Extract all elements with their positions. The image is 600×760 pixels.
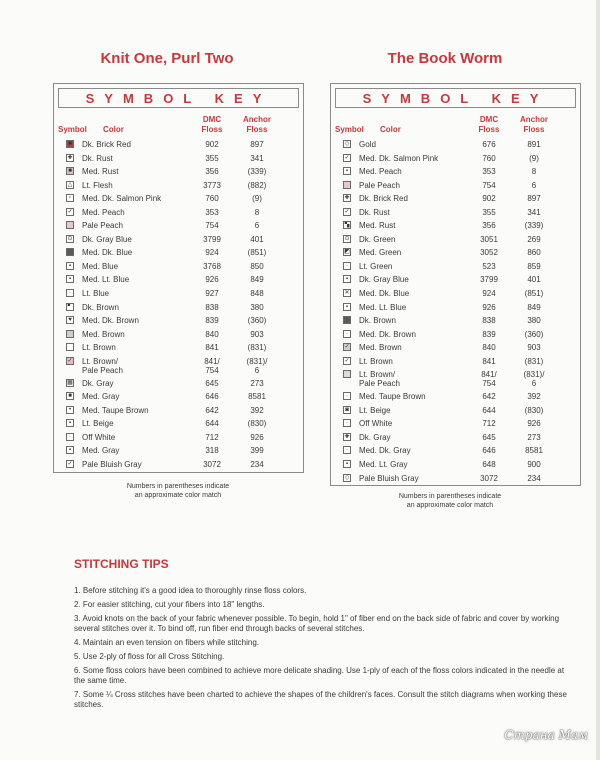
key-row [54, 404, 303, 418]
color-name: Lt. Flesh [82, 180, 113, 190]
anchor-number: (339) [247, 167, 267, 177]
anchor-number: 8 [531, 167, 537, 177]
color-name: Dk. Gray [82, 378, 114, 388]
color-name: Dk. Green [359, 234, 396, 244]
dmc-number: 3072 [203, 460, 221, 470]
anchor-number: (831) [524, 356, 544, 366]
key-row [331, 444, 580, 458]
color-name: Med. Gray [82, 446, 120, 456]
key-row [54, 444, 303, 458]
page-edge [596, 0, 600, 760]
dmc-number: 355 [205, 153, 219, 163]
dmc-column-header: DMC Floss [478, 115, 500, 134]
dmc-number: 839 [205, 316, 219, 326]
stitch-symbol-icon: ▪ [66, 275, 74, 283]
dmc-column-header: DMC Floss [201, 115, 223, 134]
color-name: Med. Rust [82, 167, 119, 177]
stitch-symbol-icon: · [66, 433, 74, 441]
key-row [54, 260, 303, 274]
dmc-number: 754 [205, 221, 219, 231]
key-row [331, 152, 580, 166]
dmc-number: 924 [205, 248, 219, 258]
key-row [331, 287, 580, 301]
color-name: Med. Lt. Blue [359, 302, 407, 312]
dmc-number: 318 [205, 446, 219, 456]
stitch-symbol-icon: ■ [66, 167, 74, 175]
key-row [54, 233, 303, 247]
stitch-symbol-icon: ✓ [344, 344, 350, 351]
anchor-number: 897 [250, 140, 264, 149]
key-row [54, 355, 303, 377]
color-name: Med. Dk. Brown [82, 316, 139, 326]
dmc-number: 3799 [203, 234, 221, 244]
stitch-symbol-icon: ✓ [67, 461, 73, 468]
color-name: Med. Peach [359, 167, 402, 177]
anchor-number: (9) [529, 153, 539, 163]
color-name: Pale Peach [359, 180, 400, 190]
anchor-number: 8 [254, 207, 260, 217]
color-name: Lt. Beige [82, 419, 114, 429]
stitch-symbol-icon: • [66, 406, 74, 414]
anchor-number: 926 [250, 432, 264, 442]
color-name: Lt. Beige [359, 405, 391, 415]
dmc-number: 3072 [480, 473, 498, 483]
anchor-number: 900 [527, 460, 541, 470]
key-row [331, 328, 580, 342]
color-name: Med. Dk. Brown [359, 329, 416, 339]
stitch-symbol-icon: ▫ [66, 194, 74, 202]
anchor-column-header: Anchor Floss [243, 115, 271, 134]
right-symbol-key [330, 83, 581, 486]
anchor-number: 6 [531, 180, 537, 190]
stitch-symbol-icon: ✓ [67, 357, 73, 364]
stitch-symbol-icon: ⊙ [344, 235, 350, 242]
dmc-number: 841 [482, 356, 496, 366]
dmc-number: 356 [205, 167, 219, 177]
stitch-symbol-icon: ✓ [344, 154, 350, 161]
anchor-number: 380 [250, 302, 264, 312]
color-name: Pale Bluish Gray [359, 473, 419, 483]
stitch-symbol-icon: · [343, 330, 351, 338]
dmc-number: 356 [482, 221, 496, 231]
key-row [54, 138, 303, 152]
key-row [54, 431, 303, 445]
anchor-number: 269 [527, 234, 541, 244]
stitch-symbol-icon [343, 316, 351, 324]
key-row [331, 390, 580, 404]
key-row [331, 472, 580, 486]
color-name: Lt. Brown/ Pale Peach [359, 370, 400, 389]
color-name: Off White [359, 419, 393, 429]
stitch-symbol-icon: ✓ [344, 357, 350, 364]
stitch-symbol-icon: ◇ [344, 474, 350, 481]
left-symbol-key [53, 83, 304, 473]
stitch-symbol-icon [343, 370, 351, 378]
dmc-number: 902 [482, 194, 496, 204]
color-name: Pale Peach [82, 221, 123, 231]
color-name: Med. Dk. Blue [359, 289, 410, 299]
stitch-symbol-icon: ◇ [344, 141, 350, 147]
stitch-symbol-icon: ▘ [67, 303, 73, 310]
dmc-number: 712 [205, 432, 219, 442]
color-name: Med. Dk. Salmon Pink [359, 153, 439, 163]
key-row [331, 165, 580, 179]
color-name: Lt. Blue [82, 289, 110, 299]
anchor-number: 859 [527, 261, 541, 271]
stitch-symbol-icon: ✓ [344, 208, 350, 215]
key-row [331, 341, 580, 355]
symbol-column-header: Symbol [335, 125, 364, 134]
color-name: Dk. Gray [359, 432, 391, 442]
key-row [54, 219, 303, 233]
dmc-number: 353 [205, 207, 219, 217]
key-row [331, 233, 580, 247]
tip-item: 3. Avoid knots on the back of your fabric whenever possible. To begin, hold 1" of fiber end on the back side of fabric and cover by working several stitches over it. To bind off, run fiber end through backs of several stitches. [74, 614, 560, 633]
dmc-number: 644 [482, 405, 496, 415]
dmc-number: 926 [482, 302, 496, 312]
color-name: Med. Gray [82, 392, 120, 402]
stitch-symbol-icon: ■ [66, 140, 74, 148]
dmc-number: 523 [482, 261, 496, 271]
tip-item: 7. Some ¼ Cross stitches have been charted to achieve the shapes of the children's faces. Consult the stitch diagrams when working these stitches. [74, 690, 567, 709]
stitch-symbol-icon: ▪ [66, 446, 74, 454]
key-row [54, 246, 303, 260]
anchor-number: (831) [247, 343, 267, 353]
color-name: Dk. Brown [359, 316, 396, 326]
color-name: Off White [82, 432, 116, 442]
tip-item: 5. Use 2-ply of floss for all Cross Stitching. [74, 652, 225, 661]
color-name: Med. Blue [82, 261, 119, 271]
dmc-number: 754 [482, 180, 496, 190]
anchor-number: 6 [254, 221, 260, 231]
anchor-number: (831)/ 6 [523, 370, 545, 389]
dmc-number: 840 [205, 329, 219, 339]
key-row [54, 287, 303, 301]
stitch-symbol-icon: ◙ [343, 406, 351, 414]
key-row [331, 246, 580, 260]
key-row [54, 377, 303, 391]
stitch-symbol-icon: ▪ [343, 275, 351, 283]
anchor-number: 891 [527, 140, 541, 149]
anchor-number: 926 [527, 419, 541, 429]
tip-item: 2. For easier stitching, cut your fibers into 18" lengths. [74, 600, 265, 609]
stitch-symbol-icon: ⊙ [67, 235, 73, 242]
color-name: Dk. Rust [82, 153, 113, 163]
watermark-logo: Страна Мам [504, 728, 588, 742]
dmc-number: 3773 [203, 180, 221, 190]
anchor-number: (851) [524, 289, 544, 299]
anchor-number: 850 [250, 261, 264, 271]
color-name: Dk. Gray Blue [82, 234, 132, 244]
key-row [331, 404, 580, 418]
key-row [54, 328, 303, 342]
stitch-symbol-icon: ✚ [344, 433, 350, 440]
color-name: Dk. Rust [359, 207, 390, 217]
key-row [54, 179, 303, 193]
key-row [331, 138, 580, 152]
stitch-symbol-icon: ✚ [344, 195, 350, 202]
column-headers [54, 110, 303, 138]
stitch-symbol-icon: ▦ [67, 379, 73, 386]
stitch-symbol-icon [343, 181, 351, 189]
dmc-number: 841/ 754 [481, 370, 497, 389]
color-column-header: Color [103, 125, 124, 134]
stitching-tips-title: STITCHING TIPS [74, 557, 169, 571]
key-row [331, 314, 580, 328]
key-row [54, 152, 303, 166]
right-key-rows [331, 138, 580, 485]
color-name: Lt. Green [359, 261, 393, 271]
color-name: Dk. Brown [82, 302, 119, 312]
key-row [54, 341, 303, 355]
stitch-symbol-icon: ▪ [66, 419, 74, 427]
key-row [331, 192, 580, 206]
key-row [54, 458, 303, 472]
key-row [331, 417, 580, 431]
dmc-number: 839 [482, 329, 496, 339]
stitching-tips-list [74, 586, 574, 714]
stitch-symbol-icon: ♥ [66, 316, 74, 324]
color-name: Gold [359, 140, 376, 149]
anchor-number: (830) [247, 419, 267, 429]
key-row [54, 390, 303, 404]
anchor-number: 234 [250, 460, 264, 470]
key-row [54, 192, 303, 206]
stitch-symbol-icon [66, 330, 74, 338]
symbol-column-header: Symbol [58, 125, 87, 134]
dmc-number: 840 [482, 343, 496, 353]
key-row [331, 206, 580, 220]
key-row [331, 458, 580, 472]
color-name: Med. Taupe Brown [82, 405, 149, 415]
key-row [54, 301, 303, 315]
anchor-number: 399 [250, 446, 264, 456]
anchor-number: 392 [527, 392, 541, 402]
dmc-number: 648 [482, 460, 496, 470]
dmc-number: 355 [482, 207, 496, 217]
anchor-number: (831)/ 6 [246, 356, 268, 375]
dmc-number: 353 [482, 167, 496, 177]
stitch-symbol-icon: · [66, 289, 74, 297]
anchor-number: 903 [250, 329, 264, 339]
stitch-symbol-icon [66, 221, 74, 229]
dmc-number: 712 [482, 419, 496, 429]
color-name: Med. Brown [82, 329, 125, 339]
dmc-number: 838 [482, 316, 496, 326]
anchor-number: (339) [524, 221, 544, 231]
right-chart-title: The Book Worm [387, 50, 503, 67]
left-approx-note: Numbers in parentheses indicate an approximate color match [126, 483, 230, 499]
key-row [54, 314, 303, 328]
anchor-number: 234 [527, 473, 541, 483]
anchor-number: 273 [527, 432, 541, 442]
color-name: Pale Bluish Gray [82, 460, 142, 470]
stitch-symbol-icon: ▪ [66, 262, 74, 270]
anchor-number: 401 [527, 275, 541, 285]
dmc-number: 3799 [480, 275, 498, 285]
left-chart-title: Knit One, Purl Two [100, 50, 234, 67]
dmc-number: 926 [205, 275, 219, 285]
stitch-symbol-icon: · [343, 419, 351, 427]
anchor-number: 849 [250, 275, 264, 285]
dmc-number: 642 [482, 392, 496, 402]
color-name: Dk. Gray Blue [359, 275, 409, 285]
dmc-number: 927 [205, 289, 219, 299]
anchor-number: 848 [250, 289, 264, 299]
anchor-number: (882) [247, 180, 267, 190]
anchor-number: (851) [247, 248, 267, 258]
anchor-number: 341 [250, 153, 264, 163]
color-name: Med. Dk. Salmon Pink [82, 194, 162, 204]
stitch-symbol-icon: ■ [66, 392, 74, 400]
dmc-number: 645 [205, 378, 219, 388]
color-name: Med. Green [359, 248, 402, 258]
key-row [331, 301, 580, 315]
dmc-number: 841/ 754 [204, 356, 220, 375]
color-name: Lt. Brown/ Pale Peach [82, 356, 123, 375]
dmc-number: 760 [482, 153, 496, 163]
symbol-key-header: SYMBOL KEY [335, 88, 576, 108]
color-name: Med. Rust [359, 221, 396, 231]
anchor-column-header: Anchor Floss [520, 115, 548, 134]
color-name: Lt. Brown [359, 356, 393, 366]
dmc-number: 924 [482, 289, 496, 299]
anchor-number: 860 [527, 248, 541, 258]
dmc-number: 841 [205, 343, 219, 353]
color-name: Med. Peach [82, 207, 125, 217]
dmc-number: 3768 [203, 261, 221, 271]
stitch-symbol-icon: ◩ [344, 249, 350, 256]
dmc-number: 676 [482, 140, 496, 149]
tip-item: 6. Some floss colors have been combined to achieve more delicate shading. Use 1-ply of each of the floss colors indicated in the needle at the same time. [74, 666, 565, 685]
dmc-number: 646 [205, 392, 219, 402]
dmc-number: 902 [205, 140, 219, 149]
key-row [54, 206, 303, 220]
anchor-number: (360) [524, 329, 544, 339]
stitch-symbol-icon [66, 248, 74, 256]
anchor-number: 401 [250, 234, 264, 244]
left-key-rows [54, 138, 303, 472]
stitch-symbol-icon: ✕ [344, 290, 350, 297]
stitch-symbol-icon: ▪ [343, 167, 351, 175]
anchor-number: 897 [527, 194, 541, 204]
anchor-number: 849 [527, 302, 541, 312]
color-name: Dk. Brick Red [82, 140, 131, 149]
key-row [331, 179, 580, 193]
color-name: Lt. Brown [82, 343, 116, 353]
key-row [54, 165, 303, 179]
key-row [331, 273, 580, 287]
color-name: Med. Dk. Blue [82, 248, 133, 258]
stitch-symbol-icon: ✚ [67, 154, 73, 161]
anchor-number: (360) [247, 316, 267, 326]
anchor-number: (830) [524, 405, 544, 415]
dmc-number: 646 [482, 446, 496, 456]
key-row [331, 355, 580, 369]
color-name: Med. Lt. Blue [82, 275, 130, 285]
color-column-header: Color [380, 125, 401, 134]
anchor-number: 8581 [525, 446, 543, 456]
anchor-number: 903 [527, 343, 541, 353]
stitch-symbol-icon: ▪ [343, 303, 351, 311]
stitch-symbol-icon [66, 343, 74, 351]
anchor-number: 380 [527, 316, 541, 326]
key-row [331, 368, 580, 390]
anchor-number: (9) [252, 194, 262, 204]
right-approx-note: Numbers in parentheses indicate an approximate color match [398, 493, 502, 509]
stitch-symbol-icon: · [343, 262, 351, 270]
key-row [331, 431, 580, 445]
key-row [54, 417, 303, 431]
color-name: Dk. Brick Red [359, 194, 408, 204]
key-row [331, 219, 580, 233]
stitch-symbol-icon: ▪ [343, 460, 351, 468]
tip-item: 1. Before stitching it's a good idea to thoroughly rinse floss colors. [74, 586, 307, 595]
symbol-key-header: SYMBOL KEY [58, 88, 299, 108]
stitch-symbol-icon: △ [67, 181, 73, 188]
color-name: Med. Lt. Gray [359, 460, 408, 470]
dmc-number: 644 [205, 419, 219, 429]
color-name: Med. Brown [359, 343, 402, 353]
dmc-number: 838 [205, 302, 219, 312]
dmc-number: 642 [205, 405, 219, 415]
stitch-symbol-icon: ✓ [67, 208, 73, 215]
dmc-number: 760 [205, 194, 219, 204]
tip-item: 4. Maintain an even tension on fibers while stitching. [74, 638, 259, 647]
anchor-number: 8581 [248, 392, 266, 402]
stitch-symbol-icon: · [343, 446, 351, 454]
stitch-symbol-icon: · [343, 392, 351, 400]
stitch-symbol-icon: ▚ [344, 222, 350, 229]
key-row [54, 273, 303, 287]
column-headers [331, 110, 580, 138]
color-name: Med. Taupe Brown [359, 392, 426, 402]
key-row [331, 260, 580, 274]
dmc-number: 3052 [480, 248, 498, 258]
anchor-number: 273 [250, 378, 264, 388]
dmc-number: 3051 [480, 234, 498, 244]
anchor-number: 392 [250, 405, 264, 415]
dmc-number: 645 [482, 432, 496, 442]
anchor-number: 341 [527, 207, 541, 217]
color-name: Med. Dk. Gray [359, 446, 411, 456]
